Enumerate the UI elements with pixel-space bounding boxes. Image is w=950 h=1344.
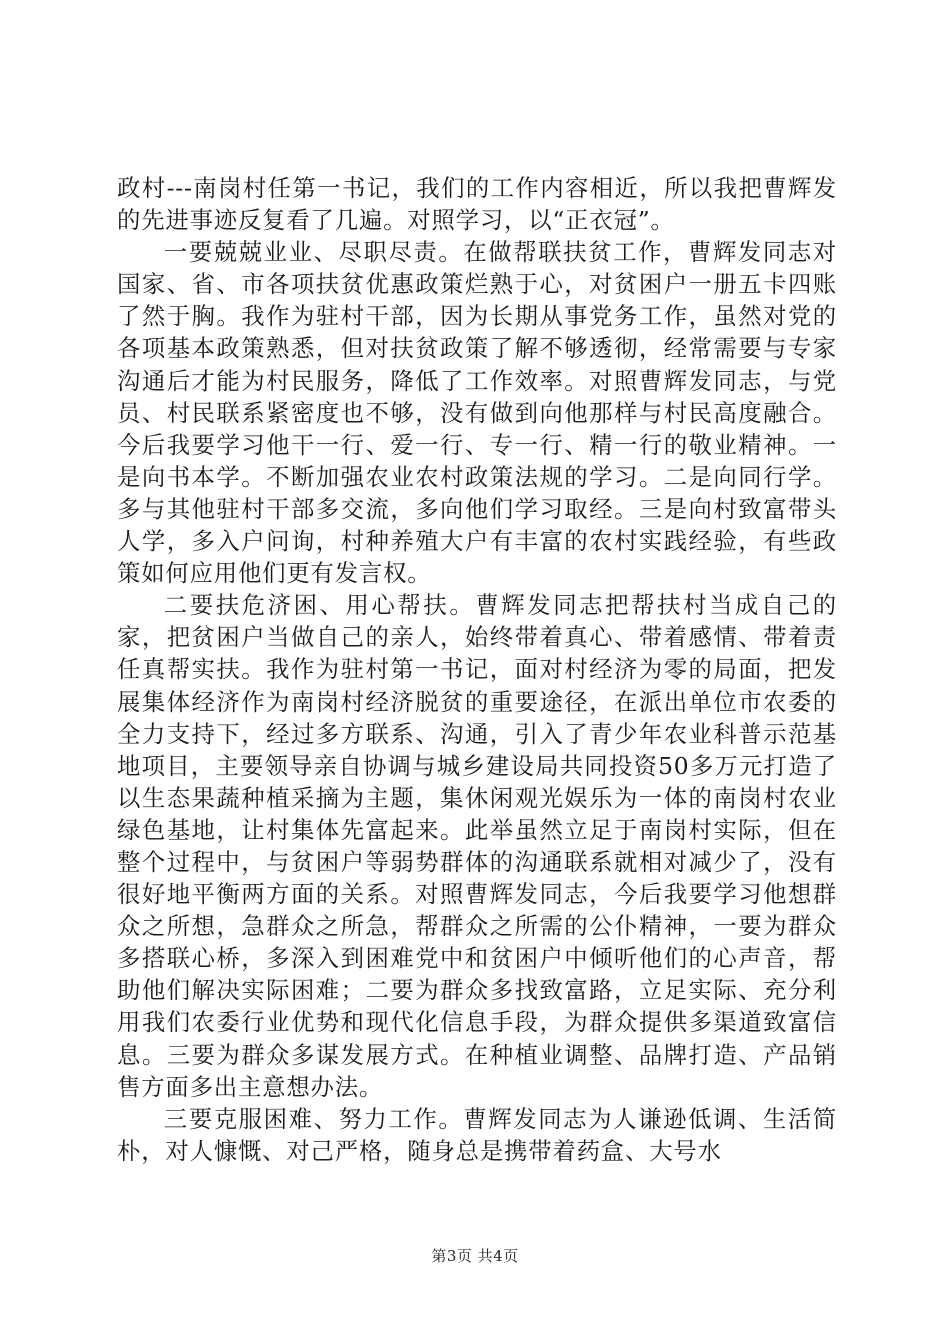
paragraph-continuation: 政村---南岗村任第一书记，我们的工作内容相近，所以我把曹辉发的先进事迹反复看了几遍。对照学习，以“正衣冠”。 [117, 174, 837, 235]
document-body [117, 172, 837, 1167]
paragraph-first-requirement: 一要兢兢业业、尽职尽责。在做帮联扶贫工作，曹辉发同志对国家、省、市各项扶贫优惠政策烂熟于心，对贫困户一册五卡四账了然于胸。我作为驻村干部，因为长期从事党务工作，虽然对党的各项基本政策熟悉，但对扶贫政策了解不够透彻，经常需要与专家沟通后才能为村民服务，降低了工作效率。对照曹辉发同志，与党员、村民联系紧密度也不够，没有做到向他那样与村民高度融合。今后我要学习他干一行、爱一行、专一行、精一行的敬业精神。一是向书本学。不断加强农业农村政策法规的学习。二是向同行学。多与其他驻村干部多交流，多向他们学习取经。三是向村致富带头人学，多入户问询，村种养殖大户有丰富的农村实践经验，有些政策如何应用他们更有发言权。 [117, 238, 837, 588]
page-footer: 第3页 共4页 [431, 1247, 519, 1265]
paragraph-second-requirement: 二要扶危济困、用心帮扶。曹辉发同志把帮扶村当成自己的家，把贫困户当做自己的亲人，始终带着真心、带着感情、带着责任真帮实扶。我作为驻村第一书记，面对村经济为零的局面，把发展集体经济作为南岗村经济脱贫的重要途径，在派出单位市农委的全力支持下，经过多方联系、沟通，引入了青少年农业科普示范基地项目，主要领导亲自协调与城乡建设局共同投资50多万元打造了以生态果蔬种植采摘为主题，集休闲观光娱乐为一体的南岗村农业绿色基地，让村集体先富起来。此举虽然立足于南岗村实际，但在整个过程中，与贫困户等弱势群体的沟通联系就相对减少了，没有很好地平衡两方面的关系。对照曹辉发同志，今后我要学习他想群众之所想，急群众之所急，帮群众之所需的公仆精神，一要为群众多搭联心桥，多深入到困难党中和贫困户中倾听他们的心声音，帮助他们解决实际困难；二要为群众多找致富路，立足实际、充分利用我们农委行业优势和现代化信息手段，为群众提供多渠道致富信息。三要为群众多谋发展方式。在种植业调整、品牌打造、产品销售方面多出主意想办法。 [117, 591, 837, 1101]
paragraph-third-requirement: 三要克服困难、努力工作。曹辉发同志为人谦逊低调、生活简朴，对人慷慨、对己严格，随身总是携带着药盒、大号水 [117, 1104, 837, 1165]
